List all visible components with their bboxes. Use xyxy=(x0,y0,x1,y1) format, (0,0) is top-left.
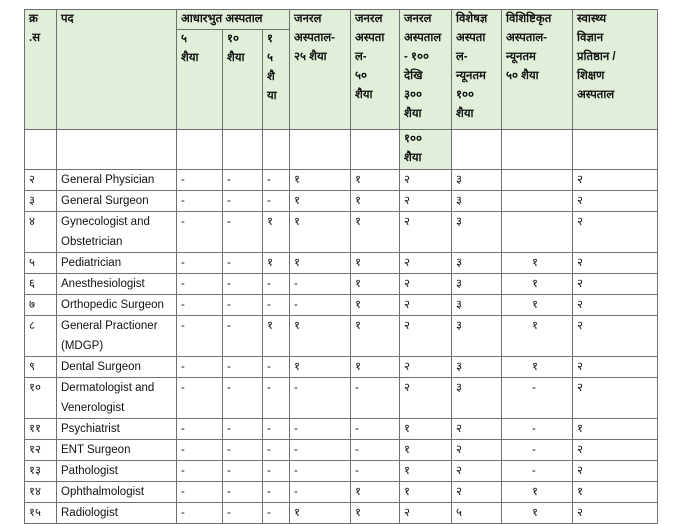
base-5-bed-cell: - xyxy=(177,482,223,503)
base-5-bed-cell: - xyxy=(177,357,223,378)
table-row xyxy=(25,212,658,253)
general-50-cell: १ xyxy=(351,212,400,253)
specialized-cell: २ xyxy=(452,461,502,482)
table-row xyxy=(25,503,658,524)
specialized-cell: ३ xyxy=(452,316,502,357)
general-100-cell: २ xyxy=(400,253,452,274)
base-10-bed-cell: - xyxy=(223,461,263,482)
serial-cell: ६ xyxy=(25,274,57,295)
table-body xyxy=(25,130,658,524)
general-25-cell: - xyxy=(290,378,351,419)
general-50-cell: १ xyxy=(351,253,400,274)
specialized-cell: ३ xyxy=(452,253,502,274)
super-specialized-cell xyxy=(502,191,573,212)
header-base-5-bed: ५ शैया xyxy=(177,30,223,130)
general-50-cell: १ xyxy=(351,482,400,503)
super-specialized-cell: - xyxy=(502,461,573,482)
general-100-cell: १ xyxy=(400,482,452,503)
base-10-bed-cell: - xyxy=(223,482,263,503)
academy-cell: १ xyxy=(573,419,658,440)
super-specialized-cell: - xyxy=(502,378,573,419)
super-specialized-cell xyxy=(502,170,573,191)
super-specialized-cell: १ xyxy=(502,482,573,503)
post-cell: Pathologist xyxy=(57,461,177,482)
specialized-cell: ३ xyxy=(452,274,502,295)
post-cell: Ophthalmologist xyxy=(57,482,177,503)
base-10-bed-cell: - xyxy=(223,253,263,274)
base-5-bed-cell: - xyxy=(177,274,223,295)
base-5-bed-cell: - xyxy=(177,440,223,461)
base-5-bed-cell: - xyxy=(177,378,223,419)
base-15-bed-cell: १ xyxy=(263,316,290,357)
general-100-cell: २ xyxy=(400,295,452,316)
general-50-cell: - xyxy=(351,461,400,482)
post-cell: General Surgeon xyxy=(57,191,177,212)
academy-cell: २ xyxy=(573,191,658,212)
staffing-table xyxy=(24,9,658,524)
header-general-hospital-50: जनरल अस्पता ल- ५० शैया xyxy=(351,10,400,130)
table-row xyxy=(25,419,658,440)
general-100-cell: २ xyxy=(400,170,452,191)
base-15-bed-cell: - xyxy=(263,378,290,419)
general-25-cell: - xyxy=(290,419,351,440)
general-25-cell: १ xyxy=(290,170,351,191)
general-100-cell: १ xyxy=(400,419,452,440)
base-10-bed-cell: - xyxy=(223,191,263,212)
post-cell: General Physician xyxy=(57,170,177,191)
post-cell: Anesthesiologist xyxy=(57,274,177,295)
base-15-bed-cell: - xyxy=(263,482,290,503)
serial-cell: ४ xyxy=(25,212,57,253)
academy-cell: २ xyxy=(573,295,658,316)
post-cell: ENT Surgeon xyxy=(57,440,177,461)
serial-cell: १५ xyxy=(25,503,57,524)
general-25-cell: १ xyxy=(290,253,351,274)
serial-cell: ११ xyxy=(25,419,57,440)
specialized-cell: २ xyxy=(452,482,502,503)
general-100-cell: २ xyxy=(400,191,452,212)
base-15-bed-cell: - xyxy=(263,440,290,461)
base-5-bed-cell: - xyxy=(177,170,223,191)
post-cell: Pediatrician xyxy=(57,253,177,274)
post-cell: Orthopedic Surgeon xyxy=(57,295,177,316)
general-100-cell: २ xyxy=(400,274,452,295)
serial-cell: १० xyxy=(25,378,57,419)
table-row xyxy=(25,316,658,357)
general-25-cell: १ xyxy=(290,357,351,378)
post-cell: Dermatologist and Venerologist xyxy=(57,378,177,419)
super-specialized-cell: १ xyxy=(502,274,573,295)
super-specialized-cell: १ xyxy=(502,316,573,357)
general-100-cell: २ xyxy=(400,378,452,419)
header-general-hospital-100-300: जनरल अस्पताल - १०० देखि ३०० शैया xyxy=(400,10,452,130)
general-25-cell: - xyxy=(290,461,351,482)
academy-cell: २ xyxy=(573,170,658,191)
super-specialized-cell: १ xyxy=(502,503,573,524)
serial-cell: १२ xyxy=(25,440,57,461)
base-5-bed-cell: - xyxy=(177,419,223,440)
general-50-cell: १ xyxy=(351,295,400,316)
base-10-bed-cell: - xyxy=(223,316,263,357)
general-50-cell: - xyxy=(351,419,400,440)
specialized-cell: ३ xyxy=(452,295,502,316)
general-50-cell: १ xyxy=(351,191,400,212)
table-row xyxy=(25,461,658,482)
general-100-cell: २ xyxy=(400,316,452,357)
serial-cell: १४ xyxy=(25,482,57,503)
super-specialized-cell: - xyxy=(502,419,573,440)
serial-cell: ५ xyxy=(25,253,57,274)
table-row xyxy=(25,378,658,419)
super-specialized-cell: १ xyxy=(502,357,573,378)
table-row xyxy=(25,253,658,274)
general-25-cell: - xyxy=(290,295,351,316)
table-row xyxy=(25,482,658,503)
base-10-bed-cell: - xyxy=(223,503,263,524)
specialized-cell: ३ xyxy=(452,357,502,378)
base-15-bed-cell: - xyxy=(263,191,290,212)
base-10-bed-cell: - xyxy=(223,170,263,191)
general-25-cell: १ xyxy=(290,503,351,524)
base-15-bed-cell: - xyxy=(263,461,290,482)
academy-cell: २ xyxy=(573,461,658,482)
table-row xyxy=(25,274,658,295)
academy-cell: २ xyxy=(573,274,658,295)
base-10-bed-cell: - xyxy=(223,440,263,461)
general-50-cell: १ xyxy=(351,170,400,191)
base-10-bed-cell: - xyxy=(223,378,263,419)
super-specialized-cell: १ xyxy=(502,295,573,316)
base-5-bed-cell: - xyxy=(177,253,223,274)
table-row xyxy=(25,357,658,378)
general-50-cell: १ xyxy=(351,316,400,357)
header-general-hospital-25: जनरल अस्पताल- २५ शैया xyxy=(290,10,351,130)
header-base-10-bed: १० शैया xyxy=(223,30,263,130)
base-5-bed-cell: - xyxy=(177,212,223,253)
base-15-bed-cell: १ xyxy=(263,212,290,253)
general-25-cell: - xyxy=(290,482,351,503)
base-15-bed-cell: - xyxy=(263,170,290,191)
general-50-cell: - xyxy=(351,378,400,419)
general-25-cell: १ xyxy=(290,191,351,212)
general-50-cell: १ xyxy=(351,503,400,524)
specialized-cell: ५ xyxy=(452,503,502,524)
academy-cell: २ xyxy=(573,503,658,524)
super-specialized-cell xyxy=(502,212,573,253)
specialized-cell: ३ xyxy=(452,170,502,191)
general-100-cell: २ xyxy=(400,503,452,524)
specialized-cell: २ xyxy=(452,440,502,461)
general-25-cell: १ xyxy=(290,316,351,357)
header-super-specialized-hospital: विशिष्टिकृत अस्पताल- न्यूनतम ५० शैया xyxy=(502,10,573,130)
header-general-hospital-100-continuation: १०० शैया xyxy=(400,130,452,170)
super-specialized-cell: - xyxy=(502,440,573,461)
academy-cell: १ xyxy=(573,482,658,503)
base-15-bed-cell: - xyxy=(263,357,290,378)
header-base-15-bed: १ ५ शै या xyxy=(263,30,290,130)
base-10-bed-cell: - xyxy=(223,419,263,440)
header-academy-teaching-hospital: स्वास्थ्य विज्ञान प्रतिष्ठान / शिक्षण अस्पताल xyxy=(573,10,658,130)
table-row xyxy=(25,440,658,461)
base-15-bed-cell: - xyxy=(263,503,290,524)
post-cell: Radiologist xyxy=(57,503,177,524)
specialized-cell: २ xyxy=(452,419,502,440)
base-10-bed-cell: - xyxy=(223,357,263,378)
super-specialized-cell: १ xyxy=(502,253,573,274)
base-15-bed-cell: - xyxy=(263,274,290,295)
base-10-bed-cell: - xyxy=(223,212,263,253)
general-50-cell: - xyxy=(351,440,400,461)
base-10-bed-cell: - xyxy=(223,274,263,295)
general-100-cell: २ xyxy=(400,212,452,253)
table-row xyxy=(25,295,658,316)
general-100-cell: १ xyxy=(400,461,452,482)
header-base-hospital: आधारभुत अस्पताल xyxy=(177,10,290,30)
header-serial-number: क्र .स xyxy=(25,10,57,130)
academy-cell: २ xyxy=(573,357,658,378)
specialized-cell: ३ xyxy=(452,191,502,212)
header-post: पद xyxy=(57,10,177,130)
academy-cell: २ xyxy=(573,378,658,419)
general-25-cell: - xyxy=(290,440,351,461)
base-5-bed-cell: - xyxy=(177,461,223,482)
post-cell: Dental Surgeon xyxy=(57,357,177,378)
serial-cell: २ xyxy=(25,170,57,191)
base-5-bed-cell: - xyxy=(177,191,223,212)
base-15-bed-cell: १ xyxy=(263,253,290,274)
specialized-cell: ३ xyxy=(452,212,502,253)
post-cell: Psychiatrist xyxy=(57,419,177,440)
base-5-bed-cell: - xyxy=(177,295,223,316)
general-50-cell: १ xyxy=(351,274,400,295)
academy-cell: २ xyxy=(573,316,658,357)
base-5-bed-cell: - xyxy=(177,316,223,357)
specialized-cell: ३ xyxy=(452,378,502,419)
base-5-bed-cell: - xyxy=(177,503,223,524)
academy-cell: २ xyxy=(573,440,658,461)
academy-cell: २ xyxy=(573,253,658,274)
serial-cell: ७ xyxy=(25,295,57,316)
general-100-cell: २ xyxy=(400,357,452,378)
general-25-cell: १ xyxy=(290,212,351,253)
post-cell: General Practioner (MDGP) xyxy=(57,316,177,357)
header-specialized-hospital: विशेषज्ञ अस्पता ल- न्यूनतम १०० शैया xyxy=(452,10,502,130)
base-15-bed-cell: - xyxy=(263,419,290,440)
serial-cell: ९ xyxy=(25,357,57,378)
header-continuation-row xyxy=(25,130,658,170)
general-50-cell: १ xyxy=(351,357,400,378)
table-row xyxy=(25,191,658,212)
general-100-cell: १ xyxy=(400,440,452,461)
general-25-cell: - xyxy=(290,274,351,295)
post-cell: Gynecologist and Obstetrician xyxy=(57,212,177,253)
base-15-bed-cell: - xyxy=(263,295,290,316)
serial-cell: १३ xyxy=(25,461,57,482)
table-row xyxy=(25,170,658,191)
academy-cell: २ xyxy=(573,212,658,253)
table-header xyxy=(25,10,658,130)
serial-cell: ३ xyxy=(25,191,57,212)
serial-cell: ८ xyxy=(25,316,57,357)
base-10-bed-cell: - xyxy=(223,295,263,316)
